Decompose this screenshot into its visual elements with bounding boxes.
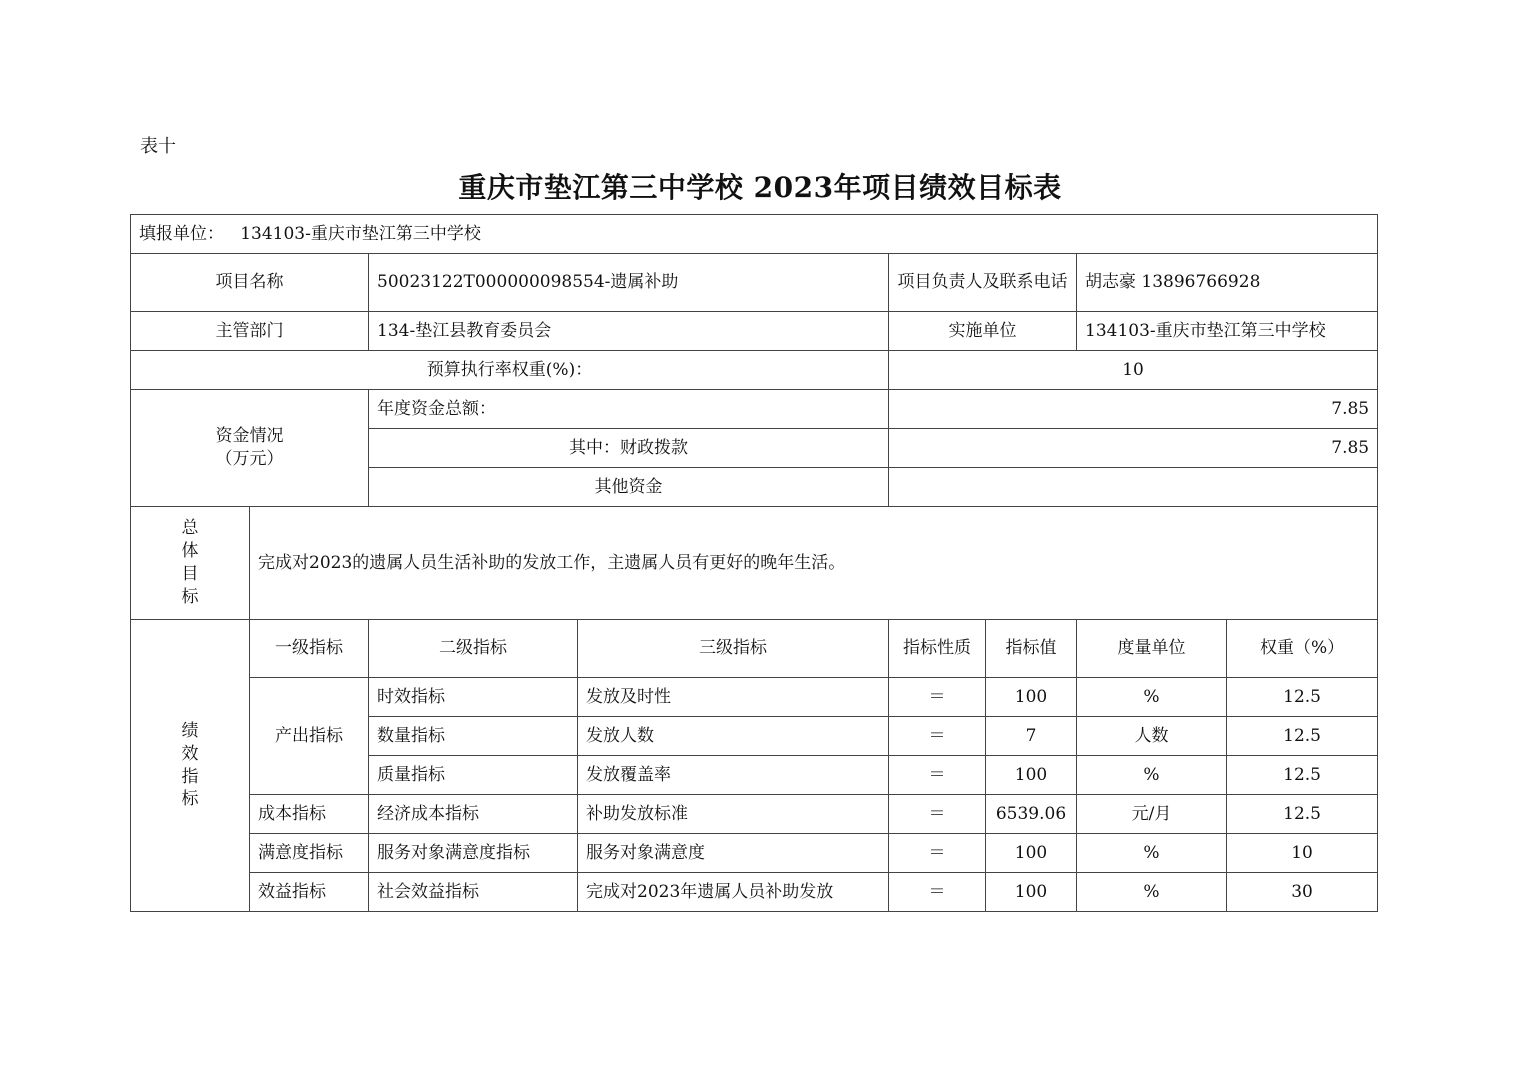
funds-label: [131, 390, 369, 507]
impl-unit-label: 实施单位: [889, 312, 1077, 351]
value-cell: 100: [986, 834, 1077, 873]
level2-cell: 时效指标: [369, 678, 578, 717]
project-name-label: 项目名称: [131, 254, 369, 312]
header-nature: 指标性质: [889, 620, 986, 678]
funds-other-label: 其他资金: [369, 468, 889, 507]
header-weight: 权重（%）: [1227, 620, 1378, 678]
weight-cell: 12.5: [1227, 717, 1378, 756]
weight-cell: 30: [1227, 873, 1378, 912]
indicators-label-char: 指: [181, 766, 199, 787]
nature-cell: ＝: [889, 678, 986, 717]
reporting-unit-label: 填报单位：: [139, 223, 224, 244]
department-row: [131, 312, 1378, 351]
header-level3: 三级指标: [578, 620, 889, 678]
level2-cell: 数量指标: [369, 717, 578, 756]
header-unit: 度量单位: [1077, 620, 1227, 678]
contact-label: 项目负责人及联系电话: [889, 254, 1077, 312]
contact-value: 胡志豪 13896766928: [1077, 254, 1378, 312]
indicators-label-char: 标: [181, 789, 199, 810]
funds-total-row: [131, 390, 1378, 429]
level3-cell: 补助发放标准: [578, 795, 889, 834]
funds-total-label: 年度资金总额：: [369, 390, 889, 429]
level1-cell: 效益指标: [250, 873, 369, 912]
level2-cell: 服务对象满意度指标: [369, 834, 578, 873]
table-row: [131, 795, 1378, 834]
level3-cell: 服务对象满意度: [578, 834, 889, 873]
table-row: [131, 678, 1378, 717]
weight-cell: 12.5: [1227, 678, 1378, 717]
table-row: [131, 873, 1378, 912]
weight-cell: 12.5: [1227, 756, 1378, 795]
impl-unit-value: 134103-重庆市垫江第三中学校: [1077, 312, 1378, 351]
table-row: [131, 834, 1378, 873]
weight-cell: 12.5: [1227, 795, 1378, 834]
nature-cell: ＝: [889, 717, 986, 756]
document-title: 重庆市垫江第三中学校 2023年项目绩效目标表: [458, 171, 1062, 204]
department-label: 主管部门: [131, 312, 369, 351]
department-value: 134-垫江县教育委员会: [369, 312, 889, 351]
funds-total-value: 7.85: [889, 390, 1378, 429]
overall-label-char: 目: [181, 564, 199, 584]
reporting-unit-value: 134103-重庆市垫江第三中学校: [240, 223, 481, 244]
unit-cell: %: [1077, 756, 1227, 795]
reporting-unit-row: [131, 215, 1378, 254]
funds-fiscal-label: 其中：财政拨款: [369, 429, 889, 468]
funds-other-value: [889, 468, 1378, 507]
header-value: 指标值: [986, 620, 1077, 678]
value-cell: 100: [986, 756, 1077, 795]
header-level2: 二级指标: [369, 620, 578, 678]
nature-cell: ＝: [889, 834, 986, 873]
reporting-unit-cell: [131, 215, 1378, 254]
unit-cell: %: [1077, 873, 1227, 912]
overall-label-char: 总: [181, 518, 199, 539]
overall-label-char: 标: [181, 586, 199, 607]
nature-cell: ＝: [889, 873, 986, 912]
level2-cell: 经济成本指标: [369, 795, 578, 834]
indicators-label-char: 绩: [181, 720, 199, 741]
level3-cell: 完成对2023年遗属人员补助发放: [578, 873, 889, 912]
value-cell: 6539.06: [986, 795, 1077, 834]
table-label: 表十: [140, 136, 176, 157]
project-name-value: 50023122T000000098554-遗属补助: [369, 254, 889, 312]
funds-label-line1: 资金情况: [215, 426, 284, 447]
level2-cell: 质量指标: [369, 756, 578, 795]
level3-cell: 发放覆盖率: [578, 756, 889, 795]
level3-cell: 发放及时性: [578, 678, 889, 717]
level1-cell: 产出指标: [250, 678, 369, 795]
budget-weight-label: 预算执行率权重(%)：: [131, 351, 889, 390]
budget-weight-value: 10: [889, 351, 1378, 390]
header-level1: 一级指标: [250, 620, 369, 678]
funds-fiscal-value: 7.85: [889, 429, 1378, 468]
nature-cell: ＝: [889, 795, 986, 834]
unit-cell: 人数: [1077, 717, 1227, 756]
performance-target-table: [130, 214, 1378, 912]
overall-objective-label: [131, 507, 250, 620]
overall-label-char: 体: [181, 541, 199, 562]
level3-cell: 发放人数: [578, 717, 889, 756]
indicators-label: [131, 620, 250, 912]
unit-cell: %: [1077, 678, 1227, 717]
value-cell: 100: [986, 678, 1077, 717]
unit-cell: %: [1077, 834, 1227, 873]
indicators-label-char: 效: [181, 743, 199, 764]
weight-cell: 10: [1227, 834, 1378, 873]
unit-cell: 元/月: [1077, 795, 1227, 834]
project-name-row: [131, 254, 1378, 312]
funds-label-line2: （万元）: [215, 449, 284, 469]
budget-weight-row: [131, 351, 1378, 390]
value-cell: 7: [986, 717, 1077, 756]
overall-objective-row: [131, 507, 1378, 620]
level1-cell: 满意度指标: [250, 834, 369, 873]
nature-cell: ＝: [889, 756, 986, 795]
indicator-header-row: [131, 620, 1378, 678]
level1-cell: 成本指标: [250, 795, 369, 834]
value-cell: 100: [986, 873, 1077, 912]
overall-objective-text: 完成对2023的遗属人员生活补助的发放工作，主遗属人员有更好的晚年生活。: [250, 507, 1378, 620]
level2-cell: 社会效益指标: [369, 873, 578, 912]
